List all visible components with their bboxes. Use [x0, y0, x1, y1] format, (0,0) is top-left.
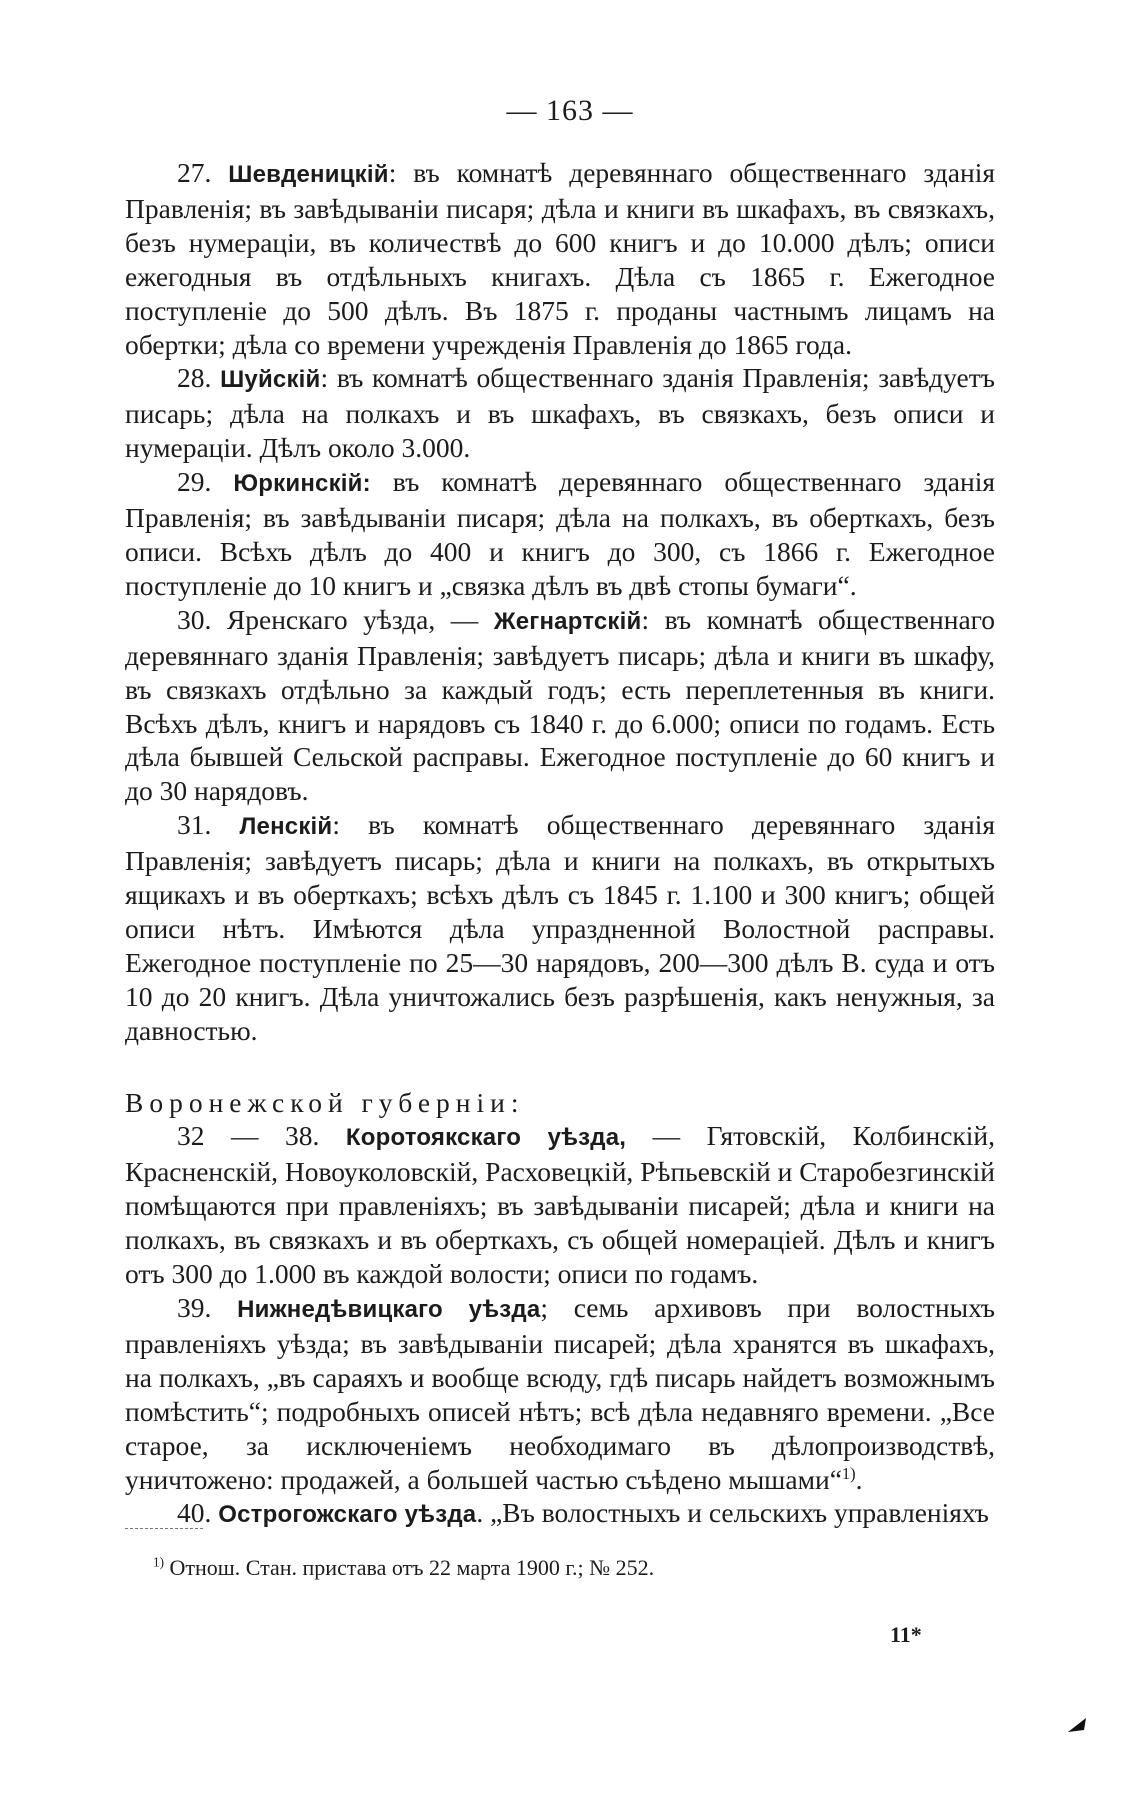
paragraph-title: Острогожскаго уѣзда: [218, 1501, 477, 1529]
paragraph-27: [125, 156, 995, 361]
paragraph-number: 31.: [177, 809, 240, 841]
paragraph-number: 32 — 38.: [177, 1120, 346, 1152]
paragraph-title: Шуйскiй: [220, 366, 321, 394]
paragraph-number: 40.: [177, 1497, 219, 1529]
paragraph-31: [125, 808, 995, 1047]
printer-signature: 11*: [890, 1622, 922, 1647]
paragraph-title: Жегнартскiй: [493, 607, 642, 635]
paragraph-number: 28.: [177, 362, 221, 394]
paragraph-title: Коротоякскаго уѣзда,: [345, 1124, 627, 1152]
paragraph-title: Юркинскiй:: [233, 470, 371, 498]
paragraph-39: [125, 1291, 995, 1496]
paragraph-text: : въ комнатѣ деревяннаго общественнаго зданiя Правленiя; въ завѣдыванiи писаря; дѣла и книги въ шкафахъ, въ связкахъ, безъ нумерацiи, въ количествѣ до 600 книгъ и до 10.000 дѣлъ; описи ежегодныя въ отдѣльныхъ книгахъ. Дѣла съ 1865 г. Ежегодное поступленiе до 500 дѣлъ. Въ 1875 г. проданы частнымъ лицамъ на обертки; дѣла со времени учрежденiя Правленiя до 1865 года.: [125, 157, 996, 360]
paragraph-text: ; семь архивовъ при волостныхъ правленiяхъ уѣзда; въ завѣдыванiи писарей; дѣла хранятся въ шкафахъ, на полкахъ, „въ сараяхъ и вообще всюду, гдѣ писарь найдетъ возможнымъ помѣстить“; подробныхъ описей нѣтъ; всѣ дѣла недавняго времени. „Все старое, за исключенiемъ необходимаго въ дѣлопроизводствѣ, уничтожено: продажей, а большей частью съѣдено мышами“: [125, 1292, 995, 1495]
paragraph-number: 30. Яренскаго уѣзда, —: [177, 603, 494, 635]
paragraph-tail: .: [855, 1463, 863, 1495]
paragraph-29: [125, 465, 995, 603]
paragraph-text: . „Въ волостныхъ и сельскихъ управленiяхъ: [476, 1497, 989, 1529]
section-heading: Воронежской губернiи:: [125, 1086, 525, 1118]
paragraph-number: 27.: [177, 157, 229, 188]
paragraph-number: 39.: [177, 1292, 238, 1323]
paragraph-32-38: [125, 1119, 995, 1291]
corner-mark-icon: [1066, 1714, 1088, 1739]
paragraph-text: : въ комнатѣ общественнаго деревяннаго зданiя Правленiя; завѣдуетъ писарь; дѣла и книги въ шкафу, въ связкахъ отдѣльно за каждый годъ; есть переплетенныя въ книги. Всѣхъ дѣлъ, книгъ и нарядовъ съ 1840 г. до 6.000; описи по годамъ. Есть дѣла бывшей Сельской расправы. Ежегодное поступленiе до 60 книгъ и до 30 нарядовъ.: [125, 603, 995, 807]
paragraph-title: Нижнедѣвицкаго уѣзда: [237, 1296, 541, 1323]
paragraph-text: — Гятовскiй, Колбинскiй, Красненскiй, Новоуколовскiй, Расховецкiй, Рѣпьевскiй и Старобезгинскiй помѣщаются при правленiяхъ; въ завѣдыванiи писарей; дѣла и книги на полкахъ, въ связкахъ и въ оберткахъ, съ общей номерацiей. Дѣлъ и книгъ отъ 300 до 1.000 въ каждой волости; описи по годамъ.: [125, 1120, 995, 1290]
paragraph-28: [125, 361, 995, 465]
paragraph-number: 29.: [177, 466, 234, 498]
page-number: — 163 —: [506, 94, 634, 127]
footnote-divider: [125, 1528, 203, 1529]
footnote-ref[interactable]: 1): [841, 1463, 856, 1483]
footnote-mark: 1): [153, 1554, 164, 1570]
paragraph-40: [125, 1496, 995, 1532]
footnote-text: Отнош. Стан. пристава отъ 22 марта 1900 г.; № 252.: [164, 1555, 655, 1580]
paragraph-title: Шевденицкiй: [228, 161, 389, 188]
paragraph-text: : въ комнатѣ общественнаго деревяннаго зданiя Правленiя; завѣдуетъ писарь; дѣла и книги на полкахъ, въ открытыхъ ящикахъ и въ оберткахъ; всѣхъ дѣлъ съ 1845 г. 1.100 и 300 книгъ; общей описи нѣтъ. Имѣются дѣла упраздненной Волостной расправы. Ежегодное поступленiе по 25—30 нарядовъ, 200—300 дѣлъ В. суда и отъ 10 до 20 книгъ. Дѣла уничтожались безъ разрѣшенiя, какъ ненужныя, за давностью.: [125, 809, 996, 1046]
paragraph-text: : въ комнатѣ общественнаго зданiя Правленiя; завѣдуетъ писарь; дѣла на полкахъ и въ шкафахъ, въ связкахъ, безъ описи и нумерацiи. Дѣлъ около 3.000.: [125, 362, 995, 464]
body-text: [125, 156, 995, 1532]
paragraph-30: [125, 603, 995, 808]
paragraph-text: въ комнатѣ деревяннаго общественнаго зданiя Правленiя; въ завѣдыванiи писаря; дѣла на полкахъ, въ оберткахъ, безъ описи. Всѣхъ дѣлъ до 400 и книгъ до 300, съ 1866 г. Ежегодное поступленiе до 10 книгъ и „связка дѣлъ въ двѣ стопы бумаги“.: [125, 466, 996, 601]
paragraph-title: Ленскiй: [239, 813, 333, 841]
footnote: [125, 1554, 995, 1582]
